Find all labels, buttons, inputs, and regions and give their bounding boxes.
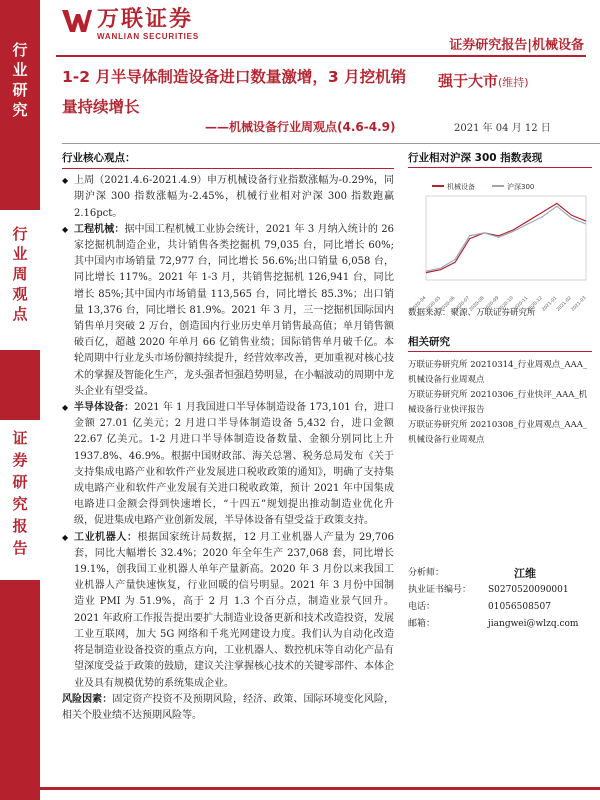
left-sidebar [0,0,40,800]
rating [438,70,529,91]
sidebar-char: 业 [12,61,28,79]
sidebar-char: 业 [12,245,28,263]
x-tick-label: 2020-11 [512,295,530,313]
bullet-item [62,400,394,530]
bullet-lead: 半导体设备： [74,402,135,414]
x-tick-label: 2021-03 [570,295,588,313]
sidebar-label-mid [0,210,40,350]
analyst-info [408,565,592,633]
right-column [408,150,592,448]
sidebar-char: 研 [12,81,28,99]
rating-note: (维持) [498,76,529,89]
bullet-lead: 工业机器人： [74,531,138,543]
phone-row [408,599,592,616]
sidebar-char: 行 [12,225,28,243]
phone-label: 电话： [408,602,436,612]
bullet-item [62,530,394,692]
related-heading: 相关研究 [408,336,450,348]
related-item[interactable]: 万联证券研究所 20210306_行业快评_AAA_机械设备行业快评报告 [408,390,588,415]
risk-text: 固定资产投资不及预期风险，经济、政策、国际环境变化风险，相关个股业绩不达预期风险等。 [62,693,394,721]
sidebar-label-bottom [0,420,40,580]
footer-divider [0,787,600,790]
risk-lead: 风险因素： [62,693,113,705]
sidebar-char: 报 [12,517,28,535]
x-tick-label: 2021-01 [541,295,559,313]
cert-row [408,582,592,599]
sidebar-char: 究 [12,101,28,119]
sidebar-char: 研 [12,473,28,491]
core-views [62,150,394,724]
data-source: 数据来源：聚源、万联证券研究所 [408,308,536,318]
bullet-text: 2021 年 1 月我国进口半导体制造设备 173,101 台，进口金额 27.01 亿美元；2 月进口半导体制造设备 5,432 台，进口金额 22.67 亿美元。1-2 月进口半导体制造设备数量、金额分别同比上升 1937.8%、46.9%。根据中国财政部、海关总署、税务总局发布《关于支持集成电路产业和软件产业发展进口税收政策的通知》，明确了支持集成电路产业和软件产业发展有关进口税收政策，预计 2021 年中国集成电路进口金额会得到快速增长，“十四五”规划提出推动制造业优化升级，促进集成电路产业创新发展，半导体设备有望受益于政策支持。 [74,402,395,527]
x-tick-label: 2021-02 [556,295,573,313]
logo-chinese-name: 万联证券 [97,7,194,32]
logo-w-icon [62,8,92,34]
related-list [408,358,592,448]
company-logo [62,8,199,42]
x-tick-label: 2020-09 [483,295,501,313]
sidebar-char: 周 [12,265,28,283]
risk-factors [62,692,394,724]
cert-value: S0270520090001 [488,585,569,595]
section-divider [62,168,394,169]
logo-english-name: WANLIAN SECURITIES [97,32,199,41]
chart-frame [426,196,586,280]
cert-label: 执业证书编号： [408,585,472,595]
report-subtitle: ——机械设备行业周观点(4.6-4.9) [205,120,396,134]
analyst-label: 分析师： [408,568,445,578]
sidebar-char: 究 [12,495,28,513]
core-views-heading: 行业核心观点： [62,152,136,164]
header-divider [56,55,586,57]
legend-label: 机械设备 [447,183,475,191]
x-tick-label: 2020-10 [497,295,515,313]
report-date: 2021 年 04 月 12 日 [454,123,551,134]
section-divider [408,167,592,168]
series-line-2 [426,206,586,271]
related-item[interactable]: 万联证券研究所 20210308_行业周观点_AAA_机械设备行业周观点 [408,420,588,445]
analyst-name: 江维 [514,567,537,580]
bullet-text: 据中国工程机械工业协会统计，2021 年 3 月纳入统计的 26 家挖掘机制造企业，共计销售各类挖掘机 79,035 台，同比增长 60%;其中国内市场销量 72,977 台，同比增长 56.6%;出口销量 6,058 台，同比增长 117%。2021 年 1-3 月，共销售挖掘机 126,941 台，同比增长 85%;其中国内市场销量 113,565 台，同比增长 85.3%；出口销量 13,376 台，同比增长 81.9%。2021 年 3 月，三一挖掘机国际国内销售单月突破 2 万台，创造国内行业历史单月销售最高值；单月销售额破百亿，超越 2020 年单月 66 亿销售业绩；国际销售单月破千亿。本轮周期中行业龙头市场份额持续提升，经营效率改善，更加重视对核心技术的掌握及智能化生产，龙头强者恒强趋势明显，在小幅波动的周期中龙头企业有望受益。 [74,223,394,397]
sidebar-char: 券 [12,451,28,469]
title-divider [62,143,600,144]
sidebar-char: 观 [12,285,28,303]
sidebar-char: 点 [12,305,28,323]
related-item[interactable]: 万联证券研究所 20210314_行业周观点_AAA_机械设备行业周观点 [408,360,588,385]
x-tick-label: 2020-04 [410,295,428,313]
bullet-text: 上周（2021.4.6-2021.4.9）申万机械设备行业指数涨幅为-0.29%，同期沪深 300 指数涨幅为-2.45%，机械行业相对沪深 300 指数跑赢 2.16pct。 [74,175,394,219]
report-title: 1-2 月半导体制造设备进口数量激增，3 月挖机销量持续增长 [62,68,407,116]
x-tick-label: 2020-07 [454,295,472,313]
x-tick-label: 2020-05 [425,295,442,313]
bullet-item [62,173,394,222]
sidebar-char: 证 [12,429,28,447]
email-label: 邮箱： [408,619,436,629]
x-tick-label: 2020-12 [526,295,544,313]
bullet-text: 根据国家统计局数据，12 月工业机器人产量为 29,706 套，同比大幅增长 32.4%；2020 年全年生产 237,068 套，同比增长 19.1%，创我国工业机器人单年产量新高。2020 年 3 月份以来我国工业机器人产量快速恢复，行业回暖的信号明显。2021 年 3 月份中国制造业 PMI 为 51.9%，高于 2 月 1.3 个百分点，制造业景气回升。2021 年政府工作报告提出要扩大制造业设备更新和技术改造投资，发展工业互联网，加大 5G 网络和千兆光网建设力度。我们认为自动化改造将是制造业设备投资的重点方向，工业机器人、数控机床等自动化产品有望深度受益于政策的鼓励，建议关注掌握核心技术的关键零部件、本体企业及具有规模优势的系统集成企业。 [74,531,395,689]
x-tick-label: 2020-06 [439,295,457,313]
sidebar-char: 行 [12,41,28,59]
bullet-item [62,222,394,400]
phone-value: 01056508507 [488,602,551,612]
section-divider [408,351,592,352]
x-tick-label: 2020-08 [468,295,486,313]
rating-value: 强于大市 [438,72,499,90]
email-value[interactable]: jiangwei@wlzq.com [488,619,579,629]
legend-label: 沪深300 [507,183,535,191]
chart-heading: 行业相对沪深 300 指数表现 [408,152,543,164]
bullet-lead: 工程机械： [74,223,125,235]
email-row [408,616,592,633]
report-type: 证券研究报告|机械设备 [449,38,584,53]
sidebar-char: 告 [12,539,28,557]
